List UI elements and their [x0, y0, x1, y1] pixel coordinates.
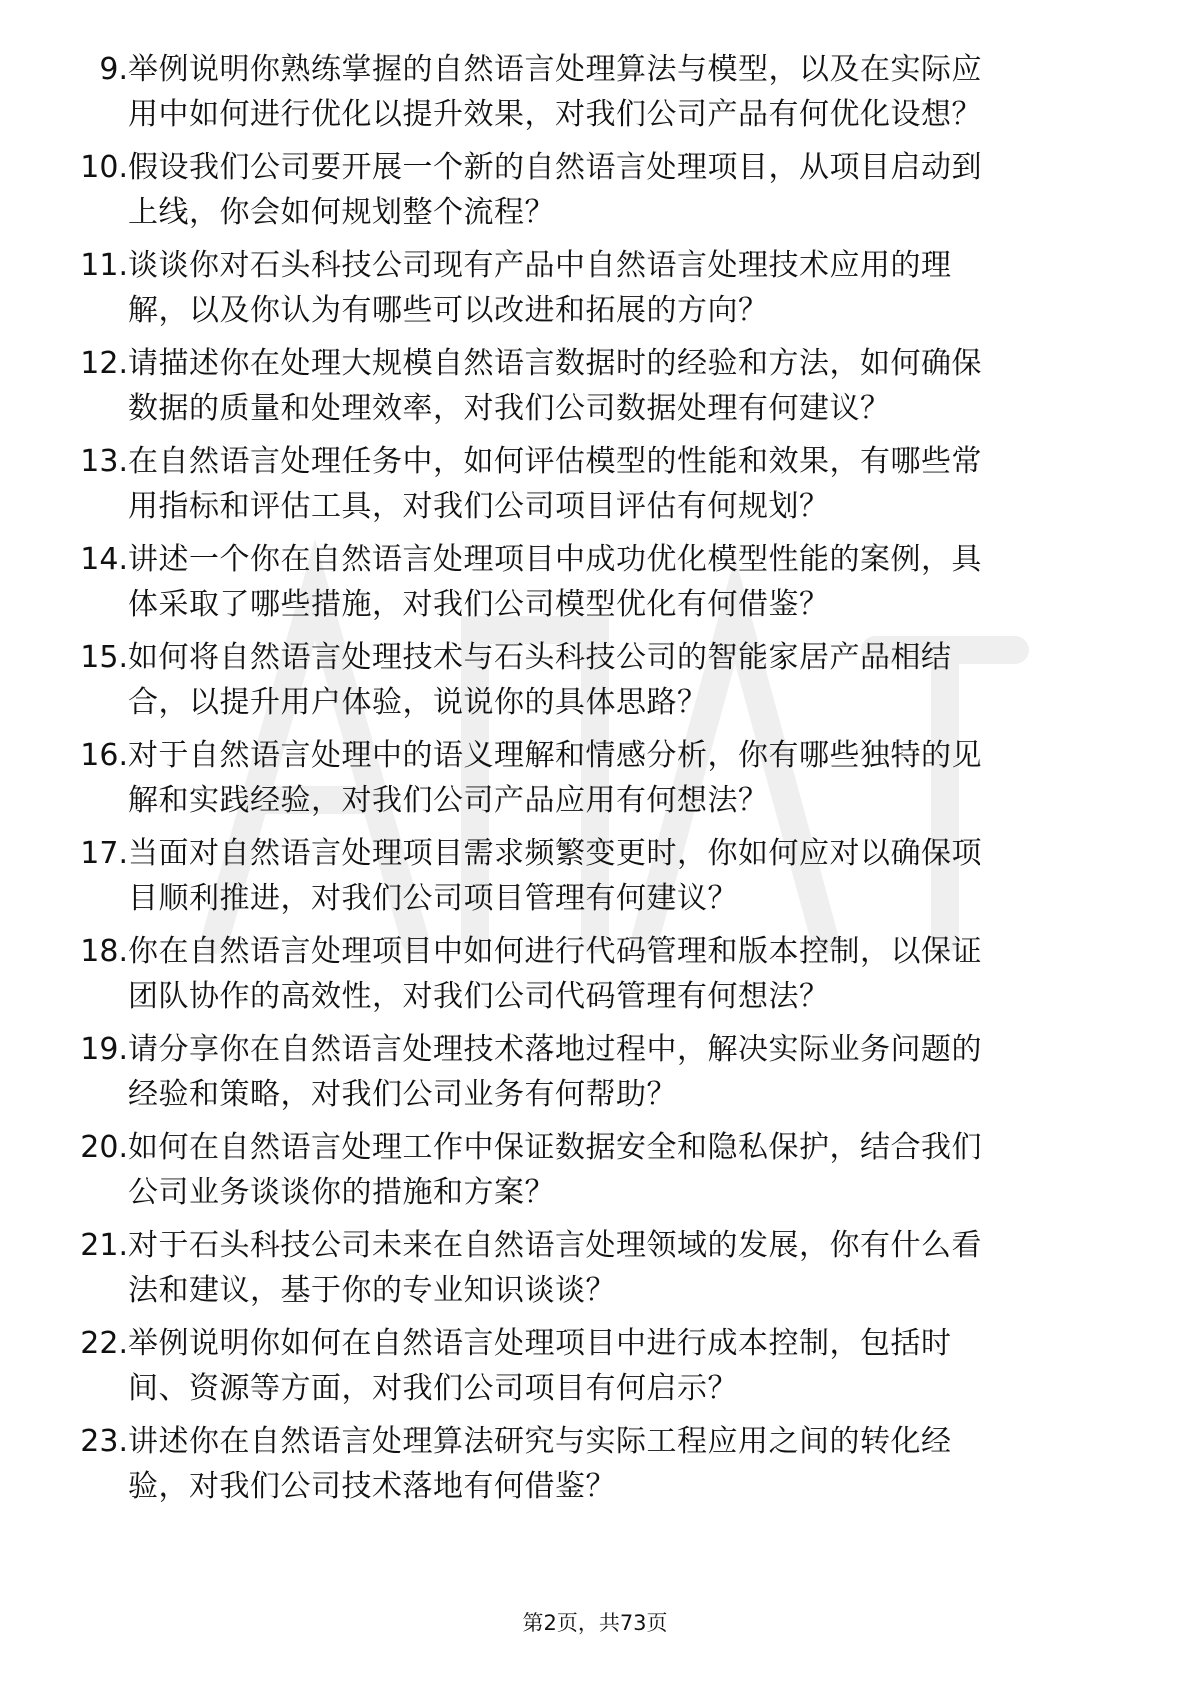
question-number: 12.: [80, 346, 128, 381]
question-text-line: 间、资源等方面，对我们公司项目有何启示？: [128, 1371, 738, 1406]
question-text-line: 验，对我们公司技术落地有何借鉴？: [128, 1469, 616, 1504]
question-text-line: 公司业务谈谈你的措施和方案？: [128, 1175, 555, 1210]
question-item: [0, 539, 1190, 637]
question-number: 20.: [80, 1130, 128, 1165]
question-number: 23.: [80, 1424, 128, 1459]
question-text-line: 数据的质量和处理效率，对我们公司数据处理有何建议？: [128, 391, 891, 426]
question-number: 17.: [80, 836, 128, 871]
question-text-line: 经验和策略，对我们公司业务有何帮助？: [128, 1077, 677, 1112]
question-item: [0, 147, 1190, 245]
question-item: [0, 833, 1190, 931]
question-text-line: 你在自然语言处理项目中如何进行代码管理和版本控制，以保证: [128, 934, 982, 969]
question-text-line: 假设我们公司要开展一个新的自然语言处理项目，从项目启动到: [128, 150, 982, 185]
question-text-line: 用中如何进行优化以提升效果，对我们公司产品有何优化设想？: [128, 97, 982, 132]
question-number: 15.: [80, 640, 128, 675]
question-number: 13.: [80, 444, 128, 479]
question-text-line: 如何在自然语言处理工作中保证数据安全和隐私保护，结合我们: [128, 1130, 982, 1165]
question-item: [0, 49, 1190, 147]
question-text-line: 举例说明你如何在自然语言处理项目中进行成本控制，包括时: [128, 1326, 952, 1361]
question-item: [0, 1225, 1190, 1323]
question-number: 11.: [80, 248, 128, 283]
question-item: [0, 931, 1190, 1029]
question-text-line: 目顺利推进，对我们公司项目管理有何建议？: [128, 881, 738, 916]
question-number: 16.: [80, 738, 128, 773]
question-text-line: 请描述你在处理大规模自然语言数据时的经验和方法，如何确保: [128, 346, 982, 381]
question-text-line: 用指标和评估工具，对我们公司项目评估有何规划？: [128, 489, 830, 524]
question-text-line: 谈谈你对石头科技公司现有产品中自然语言处理技术应用的理: [128, 248, 952, 283]
question-text-line: 讲述你在自然语言处理算法研究与实际工程应用之间的转化经: [128, 1424, 952, 1459]
question-item: [0, 735, 1190, 833]
question-item: [0, 245, 1190, 343]
question-number: 18.: [80, 934, 128, 969]
question-number: 14.: [80, 542, 128, 577]
question-text-line: 合，以提升用户体验，说说你的具体思路？: [128, 685, 708, 720]
page-footer: [0, 1608, 1190, 1638]
question-text-line: 如何将自然语言处理技术与石头科技公司的智能家居产品相结: [128, 640, 952, 675]
question-text-line: 讲述一个你在自然语言处理项目中成功优化模型性能的案例，具: [128, 542, 982, 577]
question-text-line: 解和实践经验，对我们公司产品应用有何想法？: [128, 783, 769, 818]
question-text-line: 对于石头科技公司未来在自然语言处理领域的发展，你有什么看: [128, 1228, 982, 1263]
question-text-line: 在自然语言处理任务中，如何评估模型的性能和效果，有哪些常: [128, 444, 982, 479]
question-item: [0, 343, 1190, 441]
question-item: [0, 1421, 1190, 1519]
question-text-line: 对于自然语言处理中的语义理解和情感分析，你有哪些独特的见: [128, 738, 982, 773]
question-text-line: 当面对自然语言处理项目需求频繁变更时，你如何应对以确保项: [128, 836, 982, 871]
question-item: [0, 1029, 1190, 1127]
question-item: [0, 1127, 1190, 1225]
question-text-line: 举例说明你熟练掌握的自然语言处理算法与模型，以及在实际应: [128, 52, 982, 87]
interview-question-list: [0, 49, 1190, 1519]
question-item: [0, 1323, 1190, 1421]
question-text-line: 团队协作的高效性，对我们公司代码管理有何想法？: [128, 979, 830, 1014]
question-number: 19.: [80, 1032, 128, 1067]
question-text-line: 法和建议，基于你的专业知识谈谈？: [128, 1273, 616, 1308]
question-text-line: 解，以及你认为有哪些可以改进和拓展的方向？: [128, 293, 769, 328]
page-indicator: 第2页，共73页: [522, 1611, 668, 1635]
question-item: [0, 637, 1190, 735]
question-item: [0, 441, 1190, 539]
question-text-line: 请分享你在自然语言处理技术落地过程中，解决实际业务问题的: [128, 1032, 982, 1067]
question-number: 10.: [80, 150, 128, 185]
question-number: 9.: [99, 52, 128, 87]
question-number: 22.: [80, 1326, 128, 1361]
question-number: 21.: [80, 1228, 128, 1263]
question-text-line: 体采取了哪些措施，对我们公司模型优化有何借鉴？: [128, 587, 830, 622]
question-text-line: 上线，你会如何规划整个流程？: [128, 195, 555, 230]
